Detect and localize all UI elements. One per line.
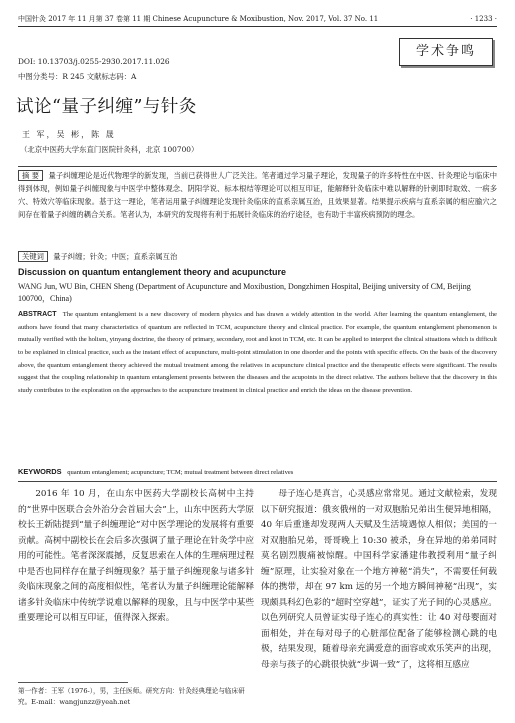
keywords-cn-text: 量子纠缠；针灸；中医；直系亲属互治 — [53, 252, 178, 261]
authors-cn: 王 军，吴 彬，陈 晟 — [22, 130, 116, 139]
page-number: · 1233 · — [470, 15, 497, 23]
abstract-en-label: ABSTRACT — [18, 311, 57, 318]
abstract-cn-label: 摘 要 — [18, 170, 43, 181]
keywords-cn — [18, 251, 497, 263]
affiliation-cn: （北京中医药大学东直门医院针灸科，北京 100700） — [20, 145, 199, 154]
journal-citation: 中国针灸 2017 年 11 月第 37 卷第 11 期 Chinese Acupuncture & Moxibustion, Nov. 2017, Vol. 37 No. 11 — [18, 15, 379, 23]
footnote-divider — [18, 682, 128, 683]
abstract-en — [18, 309, 497, 398]
body-column-right — [261, 487, 497, 722]
column-badge: 学术争鸣 — [399, 38, 493, 66]
keywords-cn-label: 关键词 — [18, 251, 48, 262]
body-paragraph: 2016 年 10 月，在山东中医药大学副校长高树中主持的“世界中医联合会外治分会首届大会”上，山东中医药大学原校长王新陆提到“量子纠缠理论”对中医学理论的发展将有重要贡献。高树中副校长在会后多次强调了量子理论在针灸学中应用的可能性。笔者深深震撼，反复思索在人体的生理病理过程中是否也同样存在量子纠缠现象？基于量子纠缠现象与诸多针灸临床现象之间的高度相似性，笔者认为量子纠缠理论能解释诸多针灸临床中传统学说难以解释的现象，且与中医学中某些重要理论可以相互印证，值得深入探索。 — [18, 489, 254, 623]
abstract-en-text: The quantum entanglement is a new discovery of modern physics and has drawn a widely attention in the world. After learning the quantum entanglement, the authors have found that many characteristics of quantum are reflected in TCM, acupuncture theory and clinical practice. For example, the quantum entanglement phenomenon is mutually verified with the holism, yinyang doctrine, the theory of primary, secondary, root and knot in TCM, etc. It can be applied to interpret the clinical situations which is difficult to be explained in clinical practice, such as the instant effect of acupuncture, multi-point stimulation in one disorder and the points with specific effects. On the basis of the discovery above, the quantum entanglement theory achieved the mutual treatment among the relatives in acupuncture clinical practice and the therapeutic effects were significant. The results suggest that the coupling relationship in quantum entanglement presents between the diseases and the acupoints in the direct relative. The authors believe that the discovery in this study contributes to the exploration on the approaches to the acupuncture treatment in clinical practice and enrich the ideas on the disease prevention. — [18, 311, 497, 394]
article-title-en: Discussion on quantum entanglement theory and acupuncture — [18, 267, 287, 277]
body-column-left — [18, 487, 254, 667]
article-title-cn: 试论“量子纠缠”与针灸 — [16, 97, 197, 117]
abstract-cn — [18, 166, 497, 221]
keywords-en — [18, 466, 497, 482]
classification: 中图分类号：R 245 文献标志码：A — [18, 72, 137, 81]
keywords-en-text: quantum entanglement; acupuncture; TCM; mutual treatment between direct relatives — [67, 469, 294, 476]
author-footnote: 第一作者：王军（1976-），男，主任医师。研究方向：针灸经典理论与临床研究。E-mail：wangjunzz@yeah.net — [18, 687, 245, 706]
keywords-en-label: KEYWORDS — [18, 467, 62, 476]
body-paragraph: 母子连心是真言，心灵感应常常见。通过文献检索，发现以下研究报道：俄亥俄州的一对双胞胎兄弟出生便异地相隔，40 年后重逢却发现两人天赋及生活境遇惊人相似；美国的一对双胞胎兄弟，哥哥晚上 10:30 被杀，身在异地的弟弟同时莫名剧烈腹痛被惊醒。中国科学家潘建伟教授利用“量子纠缠”原理，让实验对象在一个地方神秘“消失”，不需要任何载体的携带，却在 97 km 远的另一个地方瞬间神秘“出现”，实现颇具科幻色彩的“超时空穿越”，证实了光子间的心灵感应。以色列研究人员曾证实母子连心的真实性：让 40 对母婴面对面相处，并在每对母子的心脏部位配备了能够检测心跳的电极，结果发现，随着母亲充满爱意的面容或欢乐笑声的出现，母亲与孩子的心跳很快就“步调一致”了，这将相互感应 — [261, 489, 497, 670]
authors-en: WANG Jun, WU Bin, CHEN Sheng (Department of Acupuncture and Moxibustion, Dongzhimen Hospital, Beijing university of CM, Beijing 100700，China) — [18, 282, 471, 303]
abstract-cn-text: 量子纠缠理论是近代物理学的新发现，当前已获得世人广泛关注。笔者通过学习量子理论，发现量子的许多特性在中医、针灸理论与临床中得到体现，例如量子纠缠现象与中医学中整体观念、阴阳学说、标本根结等理论可以相互印证，能解释针灸临床中难以解释的针刺即时取效、一病多穴、特效穴等临床现象。基于这一理论，笔者运用量子纠缠理论发现针灸临床的直系亲属互治，且效果显著。结果提示疾病与直系亲属的相应腧穴之间存在着量子纠缠的耦合关系。笔者认为，本研究的发现将有利于拓展针灸临床的治疗途径，也有助于丰富疾病预防的理念。 — [18, 171, 498, 220]
doi: DOI: 10.13703/j.0255-2930.2017.11.026 — [18, 57, 170, 66]
running-head — [18, 12, 497, 27]
